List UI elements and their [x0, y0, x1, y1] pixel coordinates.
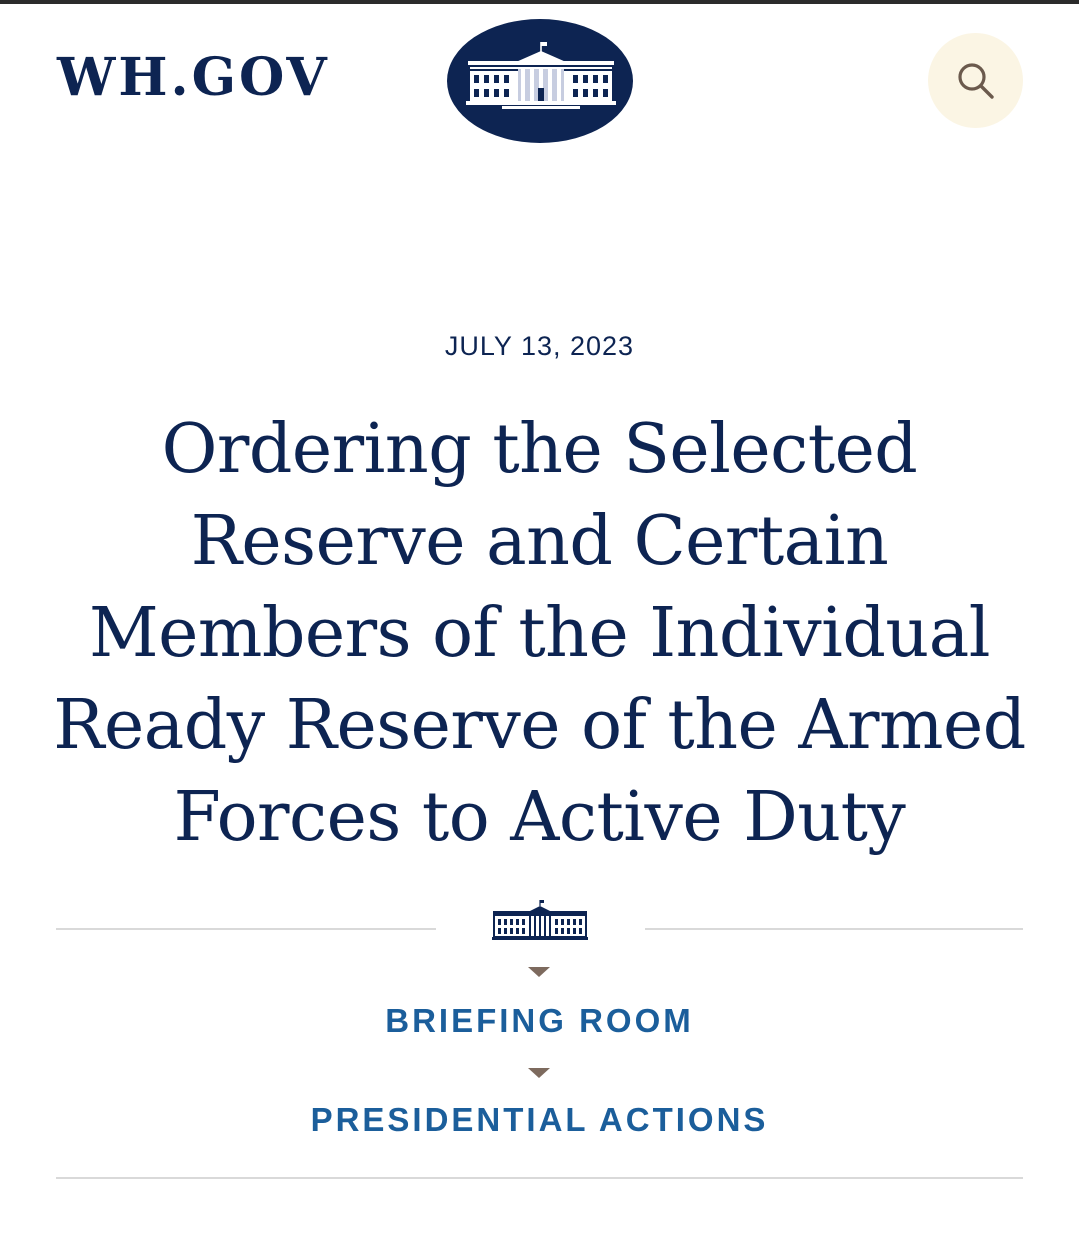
breadcrumb-presidential-actions[interactable]: PRESIDENTIAL ACTIONS	[310, 1101, 769, 1138]
divider-right	[645, 928, 1023, 930]
divider-bottom	[56, 1177, 1023, 1179]
breadcrumb-briefing-room[interactable]: BRIEFING ROOM	[385, 1002, 694, 1039]
search-icon	[955, 60, 997, 102]
caret-down-icon	[528, 1068, 550, 1078]
divider-left	[56, 928, 436, 930]
white-house-icon	[491, 898, 589, 944]
page-title: Ordering the Selected Reserve and Certain Members of the Individual Ready Reserve of the Armed Forces to Active Duty	[53, 410, 1026, 857]
publish-date: JULY 13, 2023	[444, 331, 635, 361]
caret-down-icon	[528, 967, 550, 977]
search-button[interactable]	[928, 33, 1023, 128]
top-rule	[0, 0, 1079, 4]
white-house-seal-icon[interactable]	[446, 18, 634, 144]
site-logo[interactable]: WH.GOV	[57, 47, 330, 108]
